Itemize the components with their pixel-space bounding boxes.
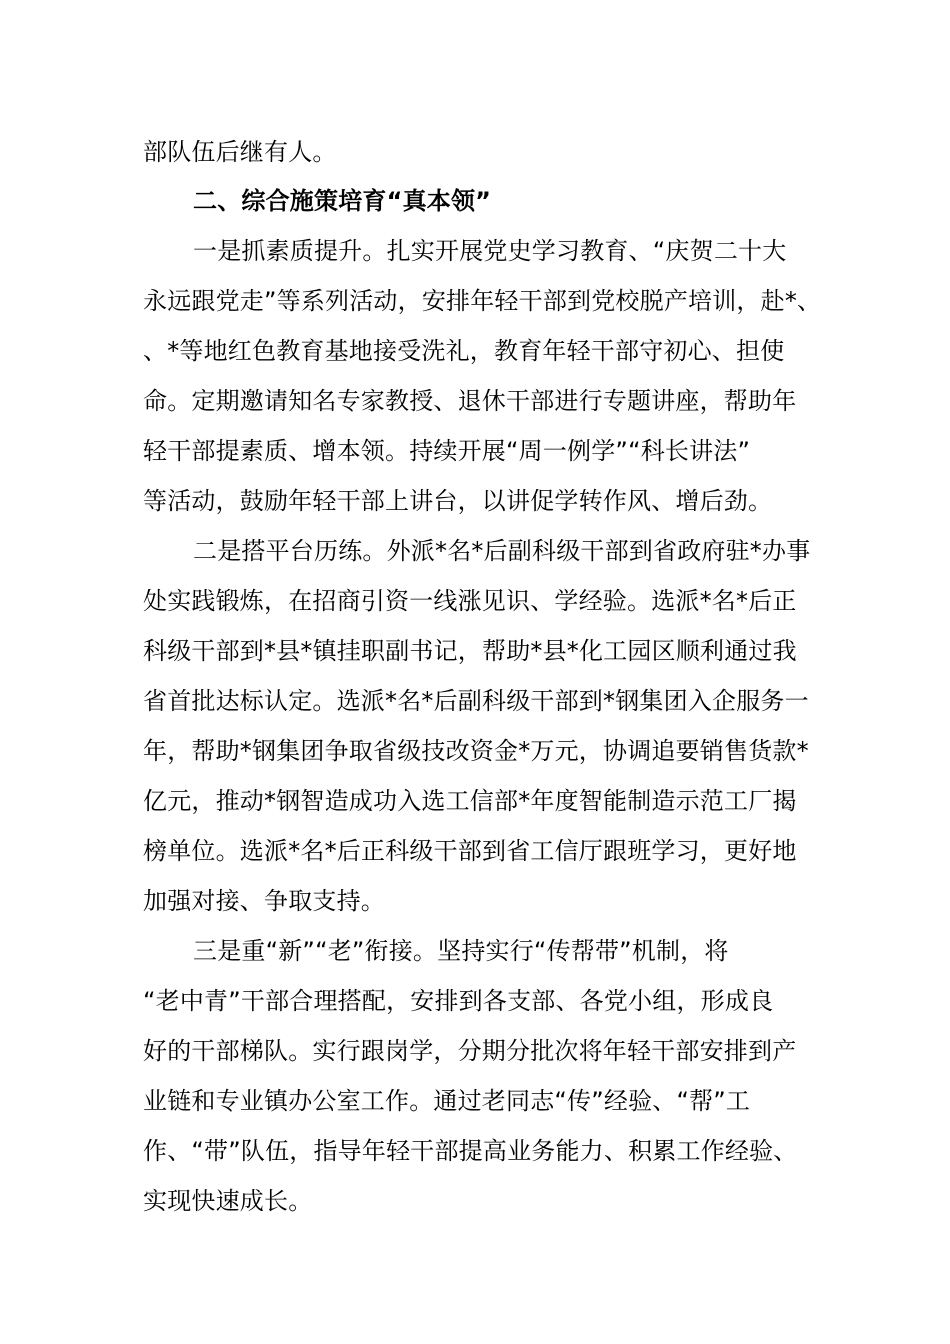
section-heading: 二、综合施策培育“真本领”	[193, 187, 492, 215]
paragraph-first-line: 一是抓素质提升。扎实开展党史学习教育、“庆贺二十大	[193, 237, 787, 265]
body-text-line: 年，帮助*钢集团争取省级技改资金*万元，协调追要销售货款*	[143, 737, 809, 765]
body-text-line: 亿元，推动*钢智造成功入选工信部*年度智能制造示范工厂揭	[143, 787, 797, 815]
body-text-line: “老中青”干部合理搭配，安排到各支部、各党小组，形成良	[143, 987, 774, 1015]
body-text-line: 好的干部梯队。实行跟岗学，分期分批次将年轻干部安排到产	[143, 1037, 797, 1065]
body-text-line: 命。定期邀请知名专家教授、退休干部进行专题讲座，帮助年	[143, 387, 797, 415]
paragraph-first-line: 二是搭平台历练。外派*名*后副科级干部到省政府驻*办事	[193, 537, 811, 565]
body-text-line: 永远跟党走”等系列活动，安排年轻干部到党校脱产培训，赴*、	[143, 287, 822, 315]
paragraph-first-line: 三是重“新”“老”衔接。坚持实行“传帮带”机制，将	[193, 937, 729, 965]
body-text-line: 、*等地红色教育基地接受洗礼，教育年轻干部守初心、担使	[143, 337, 785, 365]
body-text-line: 等活动，鼓励年轻干部上讲台，以讲促学转作风、增后劲。	[143, 487, 773, 515]
body-text-line: 作、“带”队伍，指导年轻干部提高业务能力、积累工作经验、	[143, 1137, 798, 1165]
body-text-line: 加强对接、争取支持。	[143, 887, 385, 915]
body-text-line: 省首批达标认定。选派*名*后副科级干部到*钢集团入企服务一	[143, 687, 809, 715]
body-text-line: 科级干部到*县*镇挂职副书记，帮助*县*化工园区顺利通过我	[143, 637, 797, 665]
body-text-line: 处实践锻炼，在招商引资一线涨见识、学经验。选派*名*后正	[143, 587, 797, 615]
body-text-line: 榜单位。选派*名*后正科级干部到省工信厅跟班学习，更好地	[143, 837, 797, 865]
body-text-line: 实现快速成长。	[143, 1187, 313, 1215]
body-text-line: 部队伍后继有人。	[143, 138, 337, 166]
body-text-line: 业链和专业镇办公室工作。通过老同志“传”经验、“帮”工	[143, 1087, 751, 1115]
body-text-line: 轻干部提素质、增本领。持续开展“周一例学”“科长讲法”	[143, 437, 751, 465]
